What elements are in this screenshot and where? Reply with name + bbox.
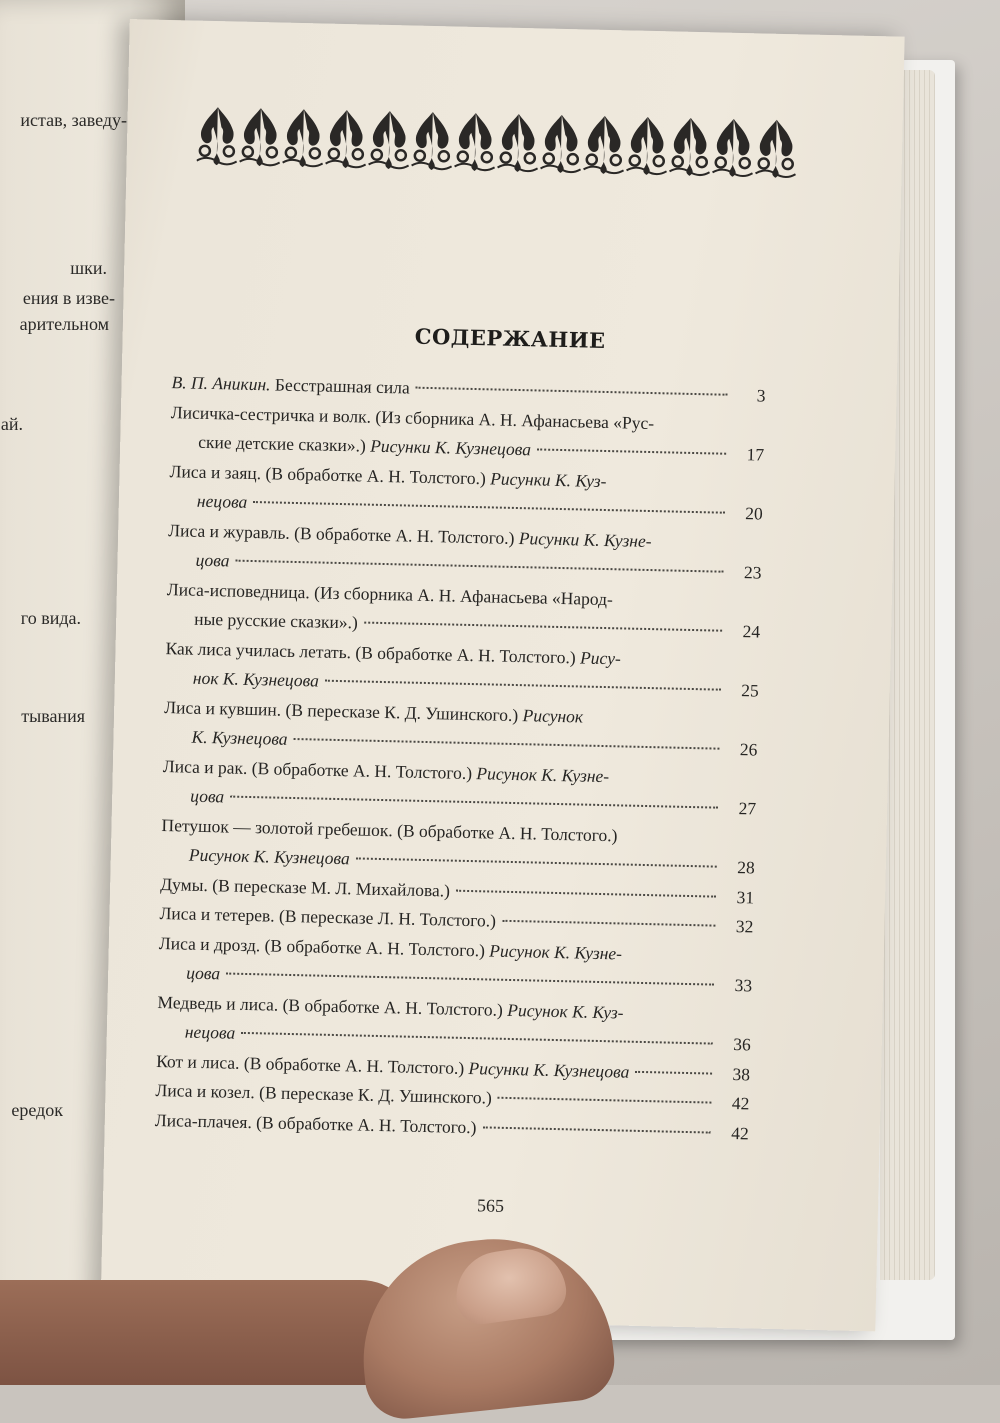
toc-page-number: 42 <box>731 1093 750 1114</box>
dot-leader <box>241 1032 713 1045</box>
toc-entry-title: Кот и лиса. (В обработке А. Н. Толстого.) <box>156 1050 469 1078</box>
toc-entry-italic: нок К. Кузнецова <box>192 667 320 691</box>
toc-entry-italic: Рисунок К. Кузне- <box>489 939 623 963</box>
toc-entry-text <box>168 520 652 551</box>
toc-entry-italic: Рису- <box>579 646 622 668</box>
toc-entry-title: Лиса и кувшин. (В пересказе К. Д. Ушинского.) <box>164 696 523 725</box>
toc-page-number: 3 <box>756 385 766 406</box>
toc-entry-title: Лиса-исповедница. (Из сборника А. Н. Афанасьева «Народ- <box>166 578 614 609</box>
dot-leader <box>325 680 721 691</box>
toc-entry-italic: Рисунок <box>522 704 584 727</box>
toc-page-number: 17 <box>746 444 765 465</box>
toc-entry-text <box>195 546 230 576</box>
toc-entry-title: Лиса и козел. (В пересказе К. Д. Ушинского.) <box>155 1079 493 1108</box>
toc-entry-text <box>189 841 350 874</box>
toc-page-number: 36 <box>733 1034 751 1055</box>
left-page-text: арительном <box>19 314 109 334</box>
toc-entry-text <box>197 487 248 518</box>
toc-entry-title: Лиса и тетерев. (В пересказе Л. Н. Толстого.) <box>159 902 497 931</box>
left-page-text: шки. <box>70 258 107 278</box>
toc-page-number: 27 <box>738 798 757 819</box>
toc-entry-title: ные русские сказки».) <box>194 608 359 633</box>
toc-entry-title: Лиса и журавль. (В обработке А. Н. Толстого.) <box>168 519 520 548</box>
floral-border-icon <box>196 101 809 185</box>
toc-entry-italic: цова <box>195 549 230 571</box>
left-page-text: ередок <box>11 1100 63 1120</box>
toc-entry-title: Бесстрашная сила <box>270 374 410 398</box>
toc-entry-italic: Рисунок К. Куз- <box>507 999 624 1023</box>
dot-leader <box>537 448 726 454</box>
toc-entry-italic: нецова <box>184 1021 236 1043</box>
toc-entry-text <box>164 697 583 727</box>
toc-entry-text <box>185 1018 236 1049</box>
toc-entry-italic: Рисунки К. Кузнецова <box>369 435 532 460</box>
toc-entry-italic: цова <box>186 962 221 984</box>
page-number: 565 <box>476 1195 505 1216</box>
toc-entry-text <box>167 579 613 609</box>
dot-leader <box>635 1070 712 1074</box>
dot-leader <box>482 1126 710 1133</box>
left-page-text: тывания <box>21 706 85 726</box>
toc-entry-text <box>161 815 617 845</box>
dot-leader <box>230 796 718 809</box>
toc-page-number: 28 <box>737 857 755 878</box>
toc-entry-title: Медведь и лиса. (В обработке А. Н. Толстого.) <box>157 991 508 1020</box>
toc-page-number: 20 <box>745 503 764 524</box>
left-page-text: ай. <box>0 414 23 434</box>
left-page-text: го вида. <box>20 608 81 628</box>
toc-entry-italic: нецова <box>196 490 248 512</box>
dot-leader <box>502 920 715 927</box>
toc-entry-text <box>169 461 606 491</box>
toc-page-number: 24 <box>742 621 761 642</box>
table-of-contents <box>155 368 766 1148</box>
toc-entry-title: Лиса и рак. (В обработке А. Н. Толстого.) <box>162 755 477 783</box>
toc-page-number: 31 <box>736 886 755 907</box>
dot-leader <box>356 857 717 867</box>
toc-entry-italic: Рисунки К. Кузне- <box>518 527 652 551</box>
toc-page-number: 33 <box>734 975 753 996</box>
toc-page-number: 23 <box>743 562 762 583</box>
toc-entry-text <box>191 723 288 755</box>
toc-page-number: 25 <box>741 680 760 701</box>
toc-page-number: 32 <box>735 916 754 937</box>
toc-entry-text <box>193 664 320 696</box>
toc-entry-italic: Рисунки К. Куз- <box>489 467 607 491</box>
dot-leader <box>416 387 728 396</box>
toc-entry-text <box>165 638 621 668</box>
left-page-text: ения в изве- <box>22 288 115 308</box>
dot-leader <box>226 973 714 986</box>
page-title: СОДЕРЖАНИЕ <box>414 323 606 353</box>
toc-entry-italic: Рисунок К. Кузне- <box>476 762 610 786</box>
toc-entry-text <box>186 959 221 989</box>
toc-entry-italic: Рисунки К. Кузнецова <box>468 1057 630 1082</box>
dot-leader <box>456 889 716 897</box>
dot-leader <box>498 1097 712 1104</box>
toc-page-number: 42 <box>731 1122 749 1143</box>
toc-page-number: 38 <box>732 1063 751 1084</box>
toc-entry-italic: цова <box>190 785 225 807</box>
dot-leader <box>294 738 720 750</box>
hand <box>0 1280 420 1385</box>
toc-entry-title: Как лиса училась летать. (В обработке А. Н. Толстого.) <box>165 637 581 667</box>
toc-entry-text <box>159 932 623 963</box>
toc-entry-title: Лисичка-сестричка и волк. (Из сборника А. Н. Афанасьева «Рус- <box>170 401 655 433</box>
dot-leader <box>236 560 724 573</box>
toc-entry-title: Лиса и заяц. (В обработке А. Н. Толстого.) <box>169 460 491 488</box>
toc-entry-text <box>190 782 225 812</box>
right-page <box>100 19 904 1331</box>
dot-leader <box>253 501 725 514</box>
toc-entry-title: ские детские сказки».) <box>198 431 371 456</box>
left-page-text: истав, заведу- <box>20 110 127 130</box>
toc-entry-title: Лиса-плачея. (В обработке А. Н. Толстого.) <box>154 1109 477 1137</box>
toc-entry-italic: К. Кузнецова <box>191 726 288 749</box>
toc-page-number: 26 <box>739 739 758 760</box>
toc-entry-title: Думы. (В пересказе М. Л. Михайлова.) <box>160 873 451 901</box>
toc-entry-italic: Рисунок К. Кузнецова <box>188 844 350 869</box>
toc-entry-text <box>163 756 610 786</box>
toc-entry-title: Лиса и дрозд. (В обработке А. Н. Толстого.) <box>158 932 490 960</box>
toc-entry-title: Петушок — золотой гребешок. (В обработке А. Н. Толстого.) <box>161 814 618 845</box>
toc-entry-text <box>155 1105 477 1142</box>
toc-entry-text <box>157 991 623 1022</box>
toc-entry-text <box>194 605 358 638</box>
dot-leader <box>364 622 722 632</box>
toc-entry-italic: В. П. Аникин. <box>171 372 271 395</box>
